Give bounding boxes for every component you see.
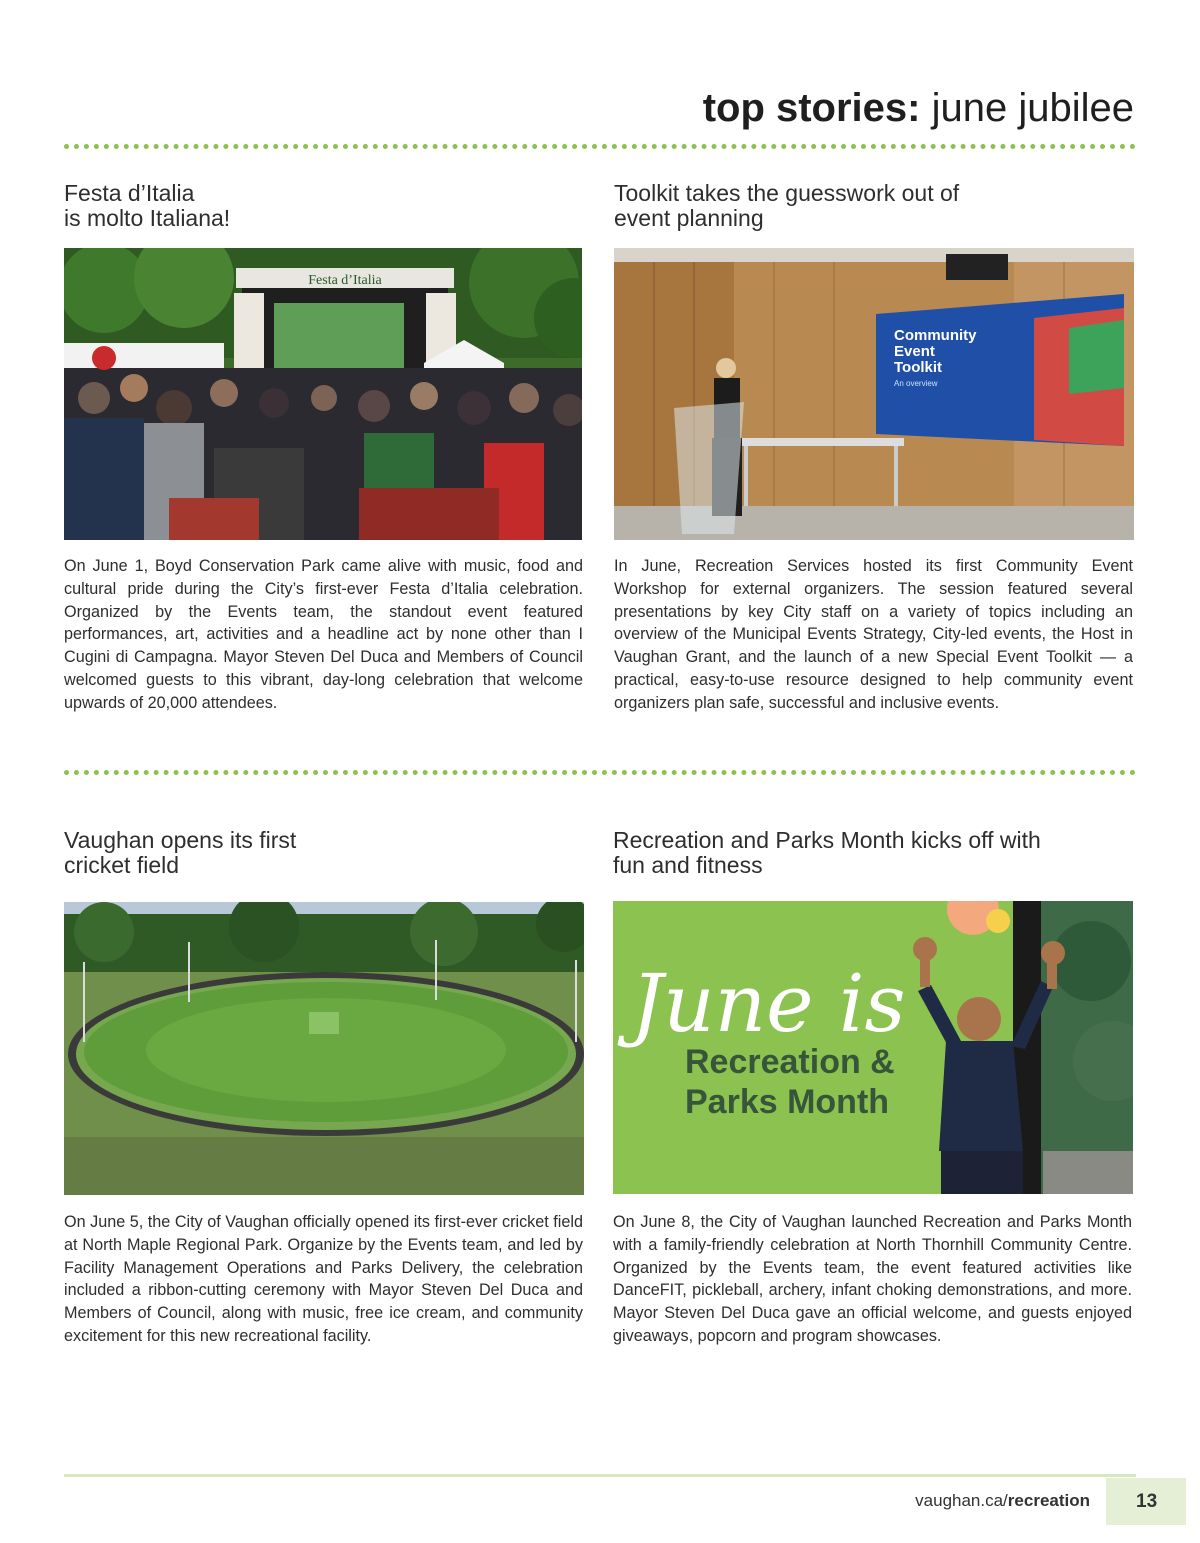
- svg-text:Parks Month: Parks Month: [685, 1083, 890, 1121]
- cricket-field-aerial-photo: [64, 902, 584, 1195]
- story-title-cricket: Vaughan opens its first cricket field: [64, 827, 297, 878]
- story-body-cricket: On June 5, the City of Vaughan officially opened its first-ever cricket field at North Maple Regional Park. Organize by the Events team, and led by Facility Management Operations and Parks Delivery, the celebration included a ribbon-cutting ceremony with Mayor Steven Del Duca and Members of Council, along with music, free ice cream, and community excitement for this new recreational facility.: [64, 1213, 583, 1345]
- svg-text:Community: Community: [894, 327, 977, 344]
- svg-text:June is: June is: [631, 957, 906, 1050]
- story-body-toolkit: In June, Recreation Services hosted its first Community Event Workshop for external organizers. The session featured several presentations by key City staff on a variety of topics including an overview of the Municipal Events Strategy, City-led events, the Host in Vaughan Grant, and the launch of a new Special Event Toolkit — a practical, easy-to-use resource designed to help community event organizers plan safe, successful and inclusive events.: [614, 557, 1133, 712]
- top-divider: [64, 144, 1136, 149]
- footer-url[interactable]: vaughan.ca/recreation: [915, 1491, 1090, 1510]
- page-number: 13: [1106, 1478, 1186, 1525]
- fitness-instructor-photo: [613, 901, 1133, 1194]
- festival-crowd-photo: [64, 248, 582, 540]
- svg-text:Event: Event: [894, 343, 935, 360]
- middle-divider: [64, 770, 1136, 775]
- footer-divider: [64, 1474, 1136, 1477]
- page-title: [703, 84, 1134, 132]
- svg-text:Festa d’Italia: Festa d’Italia: [308, 273, 382, 288]
- story-title-toolkit: Toolkit takes the guesswork out of event planning: [614, 180, 960, 231]
- svg-text:Toolkit: Toolkit: [894, 359, 943, 376]
- svg-text:An overview: An overview: [894, 379, 938, 388]
- svg-text:Recreation &: Recreation &: [685, 1043, 895, 1081]
- story-body-recreation: On June 8, the City of Vaughan launched Recreation and Parks Month with a family-friendly celebration at North Thornhill Community Centre. Organized by the Events team, the event featured activities like DanceFIT, pickleball, archery, infant choking demonstrations, and more. Mayor Steven Del Duca gave an official welcome, and guests enjoyed giveaways, popcorn and program showcases.: [613, 1213, 1132, 1345]
- story-title-recreation: Recreation and Parks Month kicks off with fun and fitness: [613, 827, 1041, 878]
- presentation-screen-photo: [614, 248, 1134, 540]
- page-title-light: june jubilee: [931, 86, 1134, 130]
- story-title-festa: Festa d’Italia is molto Italiana!: [64, 180, 231, 231]
- story-body-festa: On June 1, Boyd Conservation Park came alive with music, food and cultural pride during the City’s first-ever Festa d’Italia celebration. Organized by the Events team, the standout event featured performances, art, activities and a headline act by none other than I Cugini di Campagna. Mayor Steven Del Duca and Members of Council welcomed guests to this vibrant, day-long celebration that welcome upwards of 20,000 attendees.: [64, 557, 583, 712]
- page-title-bold: top stories:: [702, 86, 921, 130]
